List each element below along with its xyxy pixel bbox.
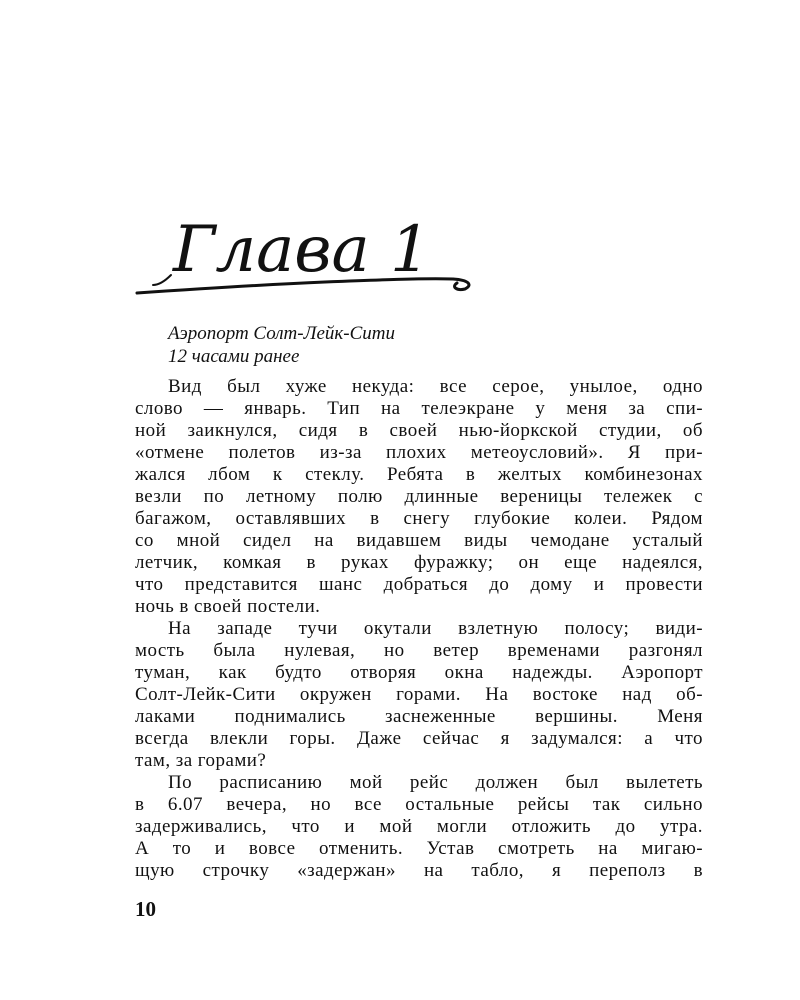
text-line: всегда влекли горы. Даже сейчас я задумался: а что bbox=[135, 728, 703, 749]
chapter-title: Глава 1 bbox=[173, 213, 431, 287]
chapter-heading-graphic bbox=[135, 205, 480, 305]
text-line: задерживались, что и мой могли отложить до утра. bbox=[135, 816, 703, 837]
text-line: По расписанию мой рейс должен был вылететь bbox=[168, 772, 703, 793]
text-line: щую строчку «задержан» на табло, я переполз в bbox=[135, 860, 703, 881]
page-number: 10 bbox=[135, 897, 156, 921]
text-line: А то и вовсе отменить. Устав смотреть на мигаю- bbox=[135, 838, 703, 859]
text-line: везли по летному полю длинные вереницы тележек с bbox=[135, 486, 703, 507]
epigraph-time: 12 часами ранее bbox=[168, 346, 300, 367]
text-line: лаками поднимались заснеженные вершины. Меня bbox=[135, 706, 703, 727]
text-line: туман, как будто отворяя окна надежды. Аэропорт bbox=[135, 662, 703, 683]
chapter-heading bbox=[135, 205, 480, 305]
text-line: в 6.07 вечера, но все остальные рейсы так сильно bbox=[135, 794, 703, 815]
text-line: что представится шанс добраться до дому и провести bbox=[135, 574, 703, 595]
text-line: ной заикнулся, сидя в своей нью-йоркской студии, об bbox=[135, 420, 703, 441]
text-line: «отмене полетов из-за плохих метеоусловий». Я при- bbox=[135, 442, 703, 463]
text-line: слово — январь. Тип на телеэкране у меня за спи- bbox=[135, 398, 703, 419]
text-line: летчик, комкая в руках фуражку; он еще надеялся, bbox=[135, 552, 703, 573]
text-line: багажом, оставлявших в снегу глубокие колеи. Рядом bbox=[135, 508, 703, 529]
text-line: там, за горами? bbox=[135, 750, 267, 771]
chapter-body bbox=[135, 376, 703, 882]
text-line: жался лбом к стеклу. Ребята в желтых комбинезонах bbox=[135, 464, 703, 485]
text-line: мость была нулевая, но ветер временами разгонял bbox=[135, 640, 703, 661]
text-line: ночь в своей постели. bbox=[135, 596, 321, 617]
chapter-underline-swash bbox=[153, 275, 171, 285]
text-line: Вид был хуже некуда: все серое, унылое, одно bbox=[168, 376, 703, 397]
text-line: На западе тучи окутали взлетную полосу; види- bbox=[168, 618, 703, 639]
text-line: со мной сидел на видавшем виды чемодане усталый bbox=[135, 530, 703, 551]
text-line: Солт-Лейк-Сити окружен горами. На востоке над об- bbox=[135, 684, 703, 705]
chapter-epigraph bbox=[168, 322, 395, 368]
epigraph-location: Аэропорт Солт-Лейк-Сити bbox=[168, 323, 395, 344]
